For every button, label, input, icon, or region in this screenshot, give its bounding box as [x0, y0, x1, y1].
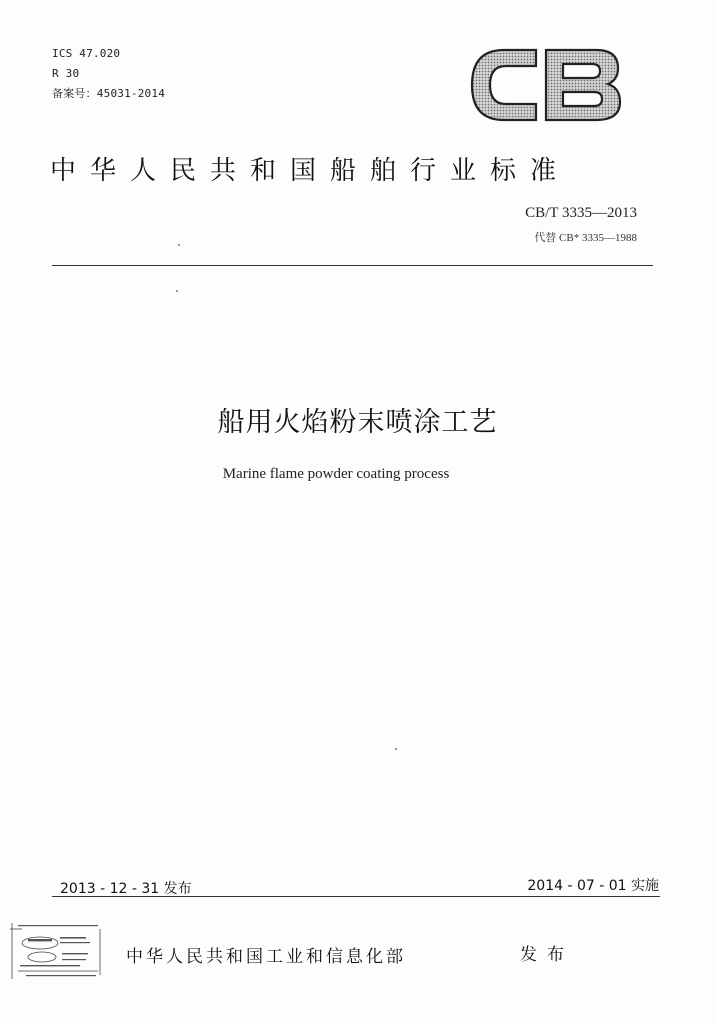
- scan-speck: [176, 290, 178, 292]
- cb-logo: [466, 40, 626, 130]
- issue-verb: 发布: [520, 945, 574, 965]
- document-title-english: Marine flame powder coating process: [222, 466, 450, 482]
- footer-divider: [52, 896, 660, 897]
- scan-speck: [395, 748, 397, 750]
- issuing-authority: 中华人民共和国工业和信息化部: [126, 947, 406, 967]
- document-title-chinese: 船用火焰粉末喷涂工艺: [217, 407, 498, 438]
- standard-number: CB/T 3335—2013: [525, 205, 637, 221]
- implementation-date: 2014 - 07 - 01 实施: [527, 878, 659, 894]
- replaces-standard: 代替 CB* 3335—1988: [534, 232, 637, 244]
- ics-code: ICS 47.020: [52, 47, 121, 60]
- scan-speck: [178, 244, 180, 246]
- ccs-code: R 30: [52, 67, 80, 80]
- stamp-logo: [8, 915, 113, 987]
- classification-block: [52, 44, 165, 104]
- standard-category: 中华人民共和国船舶行业标准: [50, 156, 571, 186]
- record-number: 备案号：45031-2014: [52, 87, 166, 100]
- issue-date: 2013 - 12 - 31 发布: [60, 881, 192, 897]
- header-divider: [52, 265, 653, 266]
